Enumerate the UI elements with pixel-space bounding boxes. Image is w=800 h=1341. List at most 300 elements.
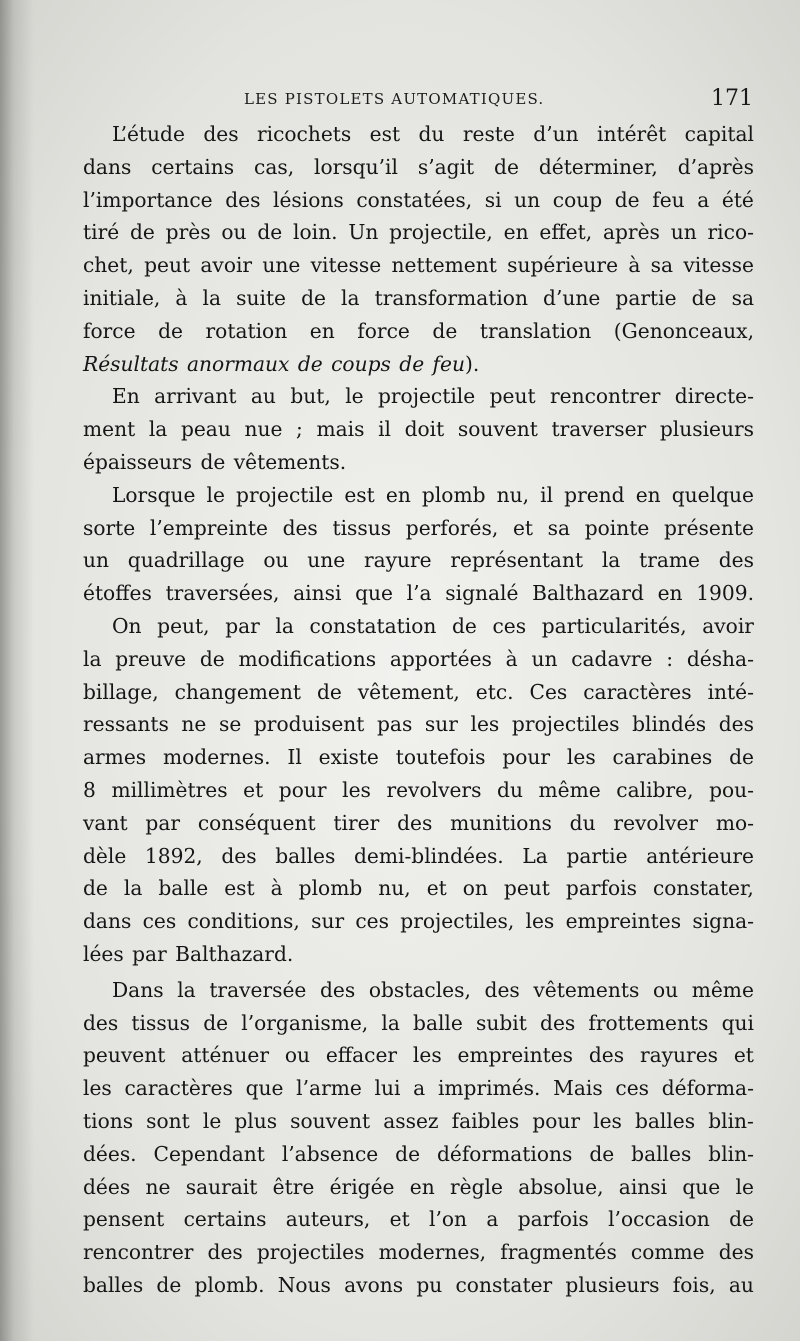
word: est [344, 482, 375, 507]
word: intérêt [597, 122, 667, 146]
word: Un [348, 220, 379, 245]
word: la [202, 285, 222, 310]
word: arrivant [154, 384, 237, 409]
word: calibre, [616, 777, 694, 802]
text-line [83, 974, 754, 1007]
word: conséquent [197, 810, 316, 835]
page-number: 171 [711, 86, 753, 111]
word: partie [566, 843, 628, 868]
word: On [112, 613, 142, 638]
word: du [497, 777, 523, 802]
text-line [83, 1171, 754, 1204]
word: du [569, 810, 596, 835]
word: reste [462, 122, 515, 146]
word: par [145, 810, 180, 835]
word: de [729, 745, 754, 770]
word: apportées [389, 646, 492, 671]
word: de [395, 1141, 421, 1166]
word: tiré [83, 220, 120, 245]
word: rayure [363, 548, 432, 573]
word: pu [416, 1272, 443, 1297]
word: le [735, 1174, 754, 1199]
paragraph-obstacles [83, 974, 754, 1302]
text-line [83, 512, 754, 545]
word: translation [479, 318, 592, 343]
word: il [540, 482, 554, 507]
word: perforés, [405, 515, 499, 540]
word: les [470, 712, 500, 737]
word: ressants [83, 712, 169, 737]
word: quelque [671, 482, 754, 507]
word: l’arme [296, 1076, 362, 1101]
text-line [83, 1138, 754, 1171]
word: sa [731, 285, 754, 310]
word: sur [311, 909, 345, 934]
word: à [505, 646, 518, 671]
word: supérieure [507, 253, 619, 278]
word: près [165, 220, 211, 245]
word: prend [564, 482, 625, 507]
word: ainsi [293, 581, 342, 606]
word: ment [83, 417, 136, 442]
word: L’étude [112, 122, 185, 146]
word: directe- [674, 384, 754, 409]
word: vêtements [533, 977, 640, 1002]
word: de [301, 285, 326, 310]
text-line [83, 1039, 754, 1072]
text-line [83, 708, 754, 741]
word: une [307, 548, 346, 573]
word: un [670, 220, 697, 245]
word: l’on [429, 1207, 468, 1232]
word: avons [344, 1272, 404, 1297]
word: rayures [639, 1043, 719, 1068]
word: signalé [445, 581, 519, 606]
word: balles [275, 843, 336, 868]
word: de [729, 1207, 754, 1232]
text-line [83, 282, 754, 315]
word: modifications [238, 646, 377, 671]
word: nue [244, 417, 283, 442]
text-line [83, 1072, 754, 1105]
word: pou- [709, 777, 754, 802]
word: lésions [273, 187, 344, 212]
word: peut [503, 876, 550, 901]
word: des [718, 712, 754, 737]
word: tirer [333, 810, 380, 835]
word: dans [83, 154, 132, 179]
word: partie [615, 285, 677, 310]
word: de [614, 187, 640, 212]
word: ces [142, 909, 177, 934]
word: l’importance [83, 187, 213, 212]
word: revolver [613, 810, 699, 835]
word: ou [652, 977, 679, 1002]
text-line [83, 905, 754, 938]
word: peuvent [83, 1043, 166, 1068]
word: traversées, [165, 581, 280, 606]
word: Mais [553, 1076, 603, 1101]
word: La [522, 843, 548, 868]
word: projectile [236, 482, 334, 507]
word: la [177, 977, 196, 1002]
word: sont [146, 1108, 190, 1133]
word: qui [721, 1010, 754, 1035]
word: Il [287, 745, 302, 770]
word: la [341, 285, 360, 310]
word: modernes. [162, 745, 271, 770]
word: nu, [496, 482, 530, 507]
word: : [666, 646, 674, 671]
word: effacer [325, 1043, 398, 1068]
word: pour [502, 745, 551, 770]
word: l’a [406, 581, 432, 606]
word: mo- [715, 810, 754, 835]
word: de [494, 154, 519, 179]
word: balles [634, 1108, 696, 1133]
word: le [345, 384, 364, 409]
word: Dans [112, 977, 164, 1002]
word: carabines [612, 745, 713, 770]
word: ou [284, 1043, 310, 1068]
text-line [83, 1236, 754, 1269]
word: blin- [708, 1108, 754, 1133]
word: projectiles [256, 1240, 365, 1265]
word: certains [151, 154, 235, 179]
word: en [409, 1174, 435, 1199]
word: des [588, 1043, 625, 1068]
word: un [514, 187, 541, 212]
word: inté- [707, 679, 754, 704]
word: de [83, 876, 108, 901]
word: sorte [83, 515, 136, 540]
word: rico- [707, 220, 754, 245]
word: antérieure [646, 843, 754, 868]
word: traversée [209, 977, 307, 1002]
word: les [83, 1076, 112, 1101]
word: le [202, 1108, 222, 1133]
word: la [275, 613, 294, 638]
text-line [83, 807, 754, 840]
word: il [378, 417, 391, 442]
word: et [733, 1043, 754, 1068]
text-line [83, 380, 754, 413]
word: plomb. [194, 1272, 265, 1297]
word: Lorsque [112, 482, 196, 507]
word: preuve [115, 646, 187, 671]
word: balle [413, 1010, 463, 1035]
word: cas, [254, 154, 295, 179]
word: de [432, 318, 458, 343]
word: des [225, 187, 261, 212]
word: par [225, 613, 260, 638]
word: de [129, 220, 155, 245]
word: caractères [583, 679, 692, 704]
word: peut [144, 253, 191, 278]
word: un [83, 548, 110, 573]
word: ; [296, 417, 303, 442]
word: sa [650, 253, 674, 278]
word: pensent [83, 1207, 165, 1232]
word: coup [552, 187, 603, 212]
word: projectile, [389, 220, 493, 245]
word: l’absence [281, 1141, 379, 1166]
word: rencontrer [83, 1240, 194, 1265]
paragraph-plomb-nu [83, 479, 754, 610]
word: de [158, 318, 183, 343]
word: représentant [450, 548, 584, 573]
word: constater, [652, 876, 754, 901]
word: projectile [377, 384, 476, 409]
word: traverser [551, 417, 647, 442]
word: de [203, 1010, 229, 1035]
word: (Genonceaux, [613, 318, 754, 343]
word: présente [664, 515, 754, 540]
word: déformations [436, 1141, 573, 1166]
word: souvent [457, 417, 538, 442]
word: en [657, 581, 683, 606]
text-line [83, 216, 754, 249]
word: absolue, [518, 1174, 604, 1199]
word: des [282, 515, 318, 540]
word: désha- [686, 646, 754, 671]
word: changement [174, 679, 301, 704]
word: des [203, 122, 239, 146]
text-line [83, 774, 754, 807]
word: est [369, 122, 401, 146]
word: conditions, [187, 909, 300, 934]
text-line [83, 610, 754, 643]
word: la [601, 548, 621, 573]
word: Ces [529, 679, 568, 704]
word: être [272, 1174, 315, 1199]
word: ou [221, 220, 247, 245]
word: dèle [83, 843, 127, 868]
word: des [207, 1240, 243, 1265]
word: millimètres [111, 777, 228, 802]
word: fois, [672, 1272, 716, 1297]
word: une [262, 253, 301, 278]
word: etc. [475, 679, 514, 704]
word: rencontrer [549, 384, 661, 409]
word: du [418, 122, 445, 146]
word: atténuer [181, 1043, 269, 1068]
word: projectiles, [400, 909, 515, 934]
word: des [718, 1240, 754, 1265]
word: plomb [298, 876, 363, 901]
word: la [148, 417, 168, 442]
word: signa- [692, 909, 754, 934]
word: Nous [277, 1272, 331, 1297]
word: tissus [332, 515, 392, 540]
word: imprimés. [437, 1076, 541, 1101]
text-line [83, 676, 754, 709]
word: plusieurs [659, 417, 754, 442]
word: les [593, 1108, 622, 1133]
word: ne [181, 712, 207, 737]
word: ou [263, 548, 289, 573]
word: lorsqu’il [314, 154, 398, 179]
word: vant [83, 810, 128, 835]
text-line [83, 741, 754, 774]
word: 1909. [696, 581, 754, 606]
word: vêtement, [357, 679, 460, 704]
word: en [503, 220, 529, 245]
word: force [83, 318, 136, 343]
word: 1892, [144, 843, 203, 868]
word: plusieurs [565, 1272, 660, 1297]
word: En [112, 384, 140, 409]
word: feu [652, 187, 685, 212]
word: parfois [565, 876, 637, 901]
word: chet, [83, 253, 134, 278]
word: se [218, 712, 242, 737]
word: les [525, 909, 555, 934]
word: a [697, 187, 710, 212]
word: à [628, 253, 641, 278]
word: certains [183, 1207, 267, 1232]
text-line [83, 1105, 754, 1138]
word: blin- [708, 1141, 754, 1166]
word: peau [180, 417, 231, 442]
word: des [319, 977, 356, 1002]
text-line [83, 184, 754, 217]
word: obstacles, [368, 977, 471, 1002]
word: de [257, 220, 283, 245]
word: ne [145, 1174, 171, 1199]
word: modernes, [378, 1240, 487, 1265]
word: mais [316, 417, 365, 442]
word: 8 [83, 777, 96, 802]
word: déforma- [661, 1076, 754, 1101]
text-line [83, 1007, 754, 1040]
word: d’après [677, 154, 754, 179]
word: nu, [378, 876, 411, 901]
word: loin. [293, 220, 338, 245]
word: ces [492, 613, 527, 638]
word: des [221, 843, 257, 868]
word: au [250, 384, 276, 409]
word: particularités, [541, 613, 687, 638]
text-line [83, 1203, 754, 1236]
word: de [589, 1141, 615, 1166]
paragraph-particularites [83, 610, 754, 971]
word: en [385, 482, 411, 507]
word: au [728, 1272, 754, 1297]
text-line [83, 577, 754, 610]
word: la [381, 1010, 400, 1035]
word: et [512, 515, 534, 540]
text-line [83, 315, 754, 348]
text-line [83, 118, 754, 151]
word: de [451, 613, 477, 638]
word: empreintes [565, 909, 682, 934]
text-line [83, 479, 754, 512]
word: des [397, 810, 433, 835]
word: billage, [83, 679, 159, 704]
word: que [245, 1076, 284, 1101]
text-line: lées par Balthazard. [83, 941, 294, 966]
word: doit [404, 417, 445, 442]
word: on [462, 876, 488, 901]
word: balle [158, 876, 209, 901]
word: la [123, 876, 143, 901]
word: de [156, 1272, 182, 1297]
word: érigée [329, 1174, 395, 1199]
word: en [309, 318, 335, 343]
word: cadavre [571, 646, 653, 671]
word: de [199, 646, 225, 671]
text-line [83, 413, 754, 446]
word: frottements [588, 1010, 709, 1035]
word: peut, [157, 613, 210, 638]
word: balles [83, 1272, 144, 1297]
word: faibles [451, 1108, 520, 1133]
word: ces [355, 909, 389, 934]
word: avoir [702, 613, 754, 638]
word: si [484, 187, 502, 212]
word: armes [83, 745, 147, 770]
word: que [682, 1174, 721, 1199]
word: des [484, 977, 520, 1002]
word: constatation [309, 613, 437, 638]
word: de [691, 285, 717, 310]
word: assez [383, 1108, 439, 1133]
word: trame [639, 548, 700, 573]
word: munitions [450, 810, 552, 835]
word: peut [489, 384, 536, 409]
word: même [538, 777, 601, 802]
word: pour [278, 777, 327, 802]
word: sa [547, 515, 571, 540]
word: à [175, 285, 188, 310]
word: déterminer, [538, 154, 658, 179]
paragraph-ricochets [83, 118, 754, 380]
word: tissus [131, 1010, 191, 1035]
word: dées [83, 1174, 131, 1199]
word: la [83, 646, 102, 671]
word: et [243, 777, 264, 802]
word: été [721, 187, 754, 212]
word: à [270, 876, 283, 901]
page-header [0, 86, 800, 116]
word: vitesse [310, 253, 382, 278]
word: pour [532, 1108, 581, 1133]
word: des [718, 548, 754, 573]
word: plus [234, 1108, 278, 1133]
word: règle [449, 1174, 503, 1199]
word: balles [631, 1141, 692, 1166]
word: lui [374, 1076, 401, 1101]
word: souvent [290, 1108, 371, 1133]
word: pas [377, 712, 413, 737]
word: vitesse [683, 253, 754, 278]
word: revolvers [386, 777, 482, 802]
word: Cependant [153, 1141, 265, 1166]
word: effet, [539, 220, 593, 245]
word: constater [455, 1272, 553, 1297]
word: sur [424, 712, 458, 737]
text-line [83, 872, 754, 905]
word: Balthazard [532, 581, 644, 606]
text-line: épaisseurs de vêtements. [83, 449, 347, 474]
paragraph-arrivee-au-but [83, 380, 754, 478]
word: existe [318, 745, 379, 770]
word: les [566, 745, 596, 770]
word: et [389, 1207, 410, 1232]
word: plomb [421, 482, 486, 507]
text-line [83, 840, 754, 873]
